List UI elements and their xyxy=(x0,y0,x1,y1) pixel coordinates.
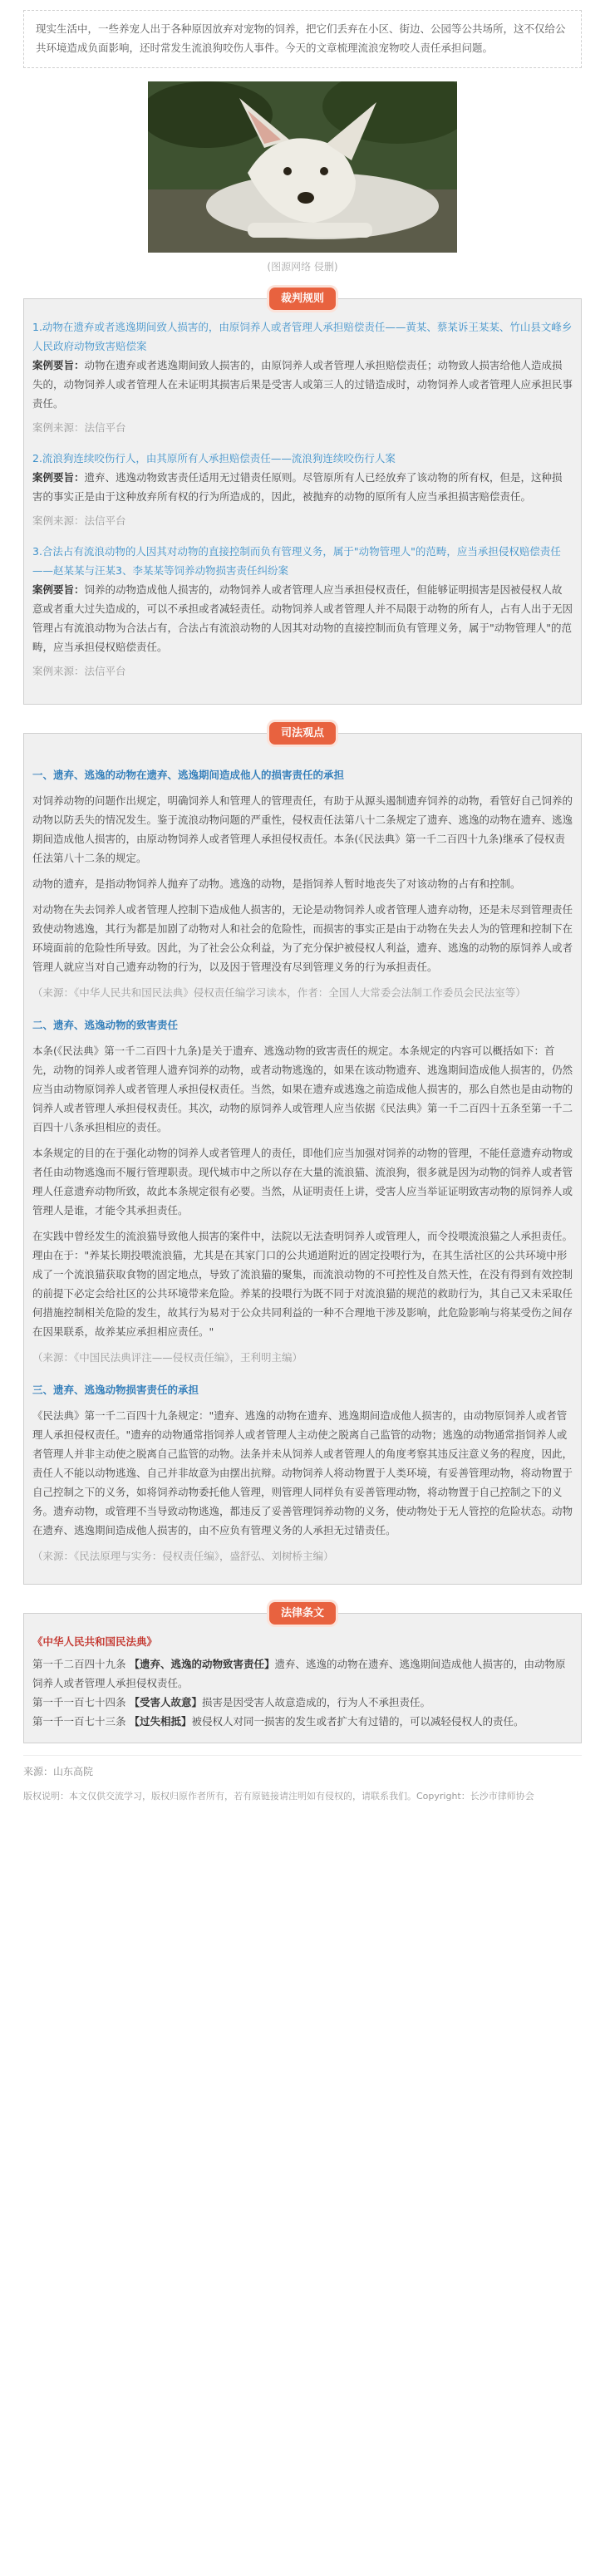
dog-illustration xyxy=(148,81,457,253)
case-label: 案例要旨： xyxy=(32,359,85,371)
law-article-number: 第一千二百四十九条 xyxy=(32,1658,130,1670)
law-article-text: 被侵权人对同一损害的发生或者扩大有过错的，可以减轻侵权人的责任。 xyxy=(191,1715,524,1728)
views-list xyxy=(32,765,573,1566)
section-heading: 一、遗弃、逃逸的动物在遗弃、逃逸期间造成他人的损害责任的承担 xyxy=(32,769,345,781)
cases-panel-title: 裁判规则 xyxy=(269,288,336,310)
case-label: 案例要旨： xyxy=(32,471,85,484)
section-paragraph: 《民法典》第一千二百四十九条规定："遗弃、逃逸的动物在遗弃、逃逸期间造成他人损害的，由动物原饲养人或者管理人承担侵权责任。"遗弃的动物通常指饲养人或者管理人主动使之脱离自己监管的动物；逃逸的动物通常指饲养人或者管理人并非主动使之脱离自己监管的动物。法条并未从饲养人或者管理人的角度考察其违反注意义务的程度，因此，责任人不能以动物逃逸、自己并非故意为由摆出抗辩。动物饲养人将动物置于人类环境，有妥善管理动物，将动物置于自己控制之下的义务，如将饲养动物委托他人管理，则管理人同样负有妥善管理动物，将动物置于自己控制之下的义务。遗弃动物，或管理不当导致动物逃逸，都违反了妥善管理饲养动物的义务，使动物处于无人管控的危险状态。动物在遗弃、逃逸期间造成他人损害的，由不应负有管理义务的人承担无过错责任。 xyxy=(32,1409,573,1536)
section-source: （来源：《民法原理与实务：侵权责任编》，盛舒弘、刘树桥主编） xyxy=(32,1550,334,1562)
section-paragraph: 在实践中曾经发生的流浪猫导致他人损害的案件中，法院以无法查明饲养人或管理人，而令投喂流浪猫之人承担责任。理由在于："养某长期投喂流浪猫，尤其是在其家门口的公共通道附近的固定投喂行为，在其生活社区的公共环境中形成了一个流浪猫获取食物的固定地点，导致了流浪猫的聚集，而流浪动物的不可控性及自然天性，在没有得到有效控制的前提下必定会给社区的公共环境带来危险。养某的投喂行为既不同于对流浪猫的规范的救助行为，其自己又未采取任何措施控制相关危险的发生，故其行为易对于公众共同利益的一种不合理地干涉及影响，此危险影响与将某受伤之间存在因果联系，故养某应承担相应责任。" xyxy=(32,1230,573,1338)
law-article-number: 第一千一百七十三条 xyxy=(32,1715,130,1728)
section-heading: 二、遗弃、逃逸动物的致害责任 xyxy=(32,1019,179,1031)
law-article xyxy=(32,1712,573,1731)
case-item xyxy=(32,449,573,530)
section-paragraph: 动物的遗弃，是指动物饲养人抛弃了动物。逃逸的动物，是指饲养人暂时地丧失了对该动物的占有和控制。 xyxy=(32,878,521,890)
law-article-tag: 【过失相抵】 xyxy=(129,1715,192,1728)
case-body xyxy=(32,468,573,506)
cases-list xyxy=(32,317,573,681)
section-paragraph: 对饲养动物的问题作出规定，明确饲养人和管理人的管理责任，有助于从源头遏制遗弃饲养的动物，看管好自己饲养的动物以防丢失的情况发生。鉴于流浪动物问题的严重性，侵权责任法第八十二条规定了遗弃、逃逸的动物在遗弃、逃逸期间造成他人损害的，由原动物饲养人或者管理人承担侵权责任。本条(《民法典》第一千二百四十九条)继承了侵权责任法第八十二条的规定。 xyxy=(32,794,573,864)
case-source: 案例来源：法信平台 xyxy=(32,421,126,434)
law-article xyxy=(32,1654,573,1693)
photo-caption: (图源网络 侵删) xyxy=(267,261,338,273)
law-article-tag: 【受害人故意】 xyxy=(129,1696,202,1708)
case-title: 2.流浪狗连续咬伤行人，由其原所有人承担赔偿责任——流浪狗连续咬伤行人案 xyxy=(32,452,396,465)
case-text: 饲养的动物造成他人损害的，动物饲养人或者管理人应当承担侵权责任，但能够证明损害是因被侵权人故意或者重大过失造成的，可以不承担或者减轻责任。动物饲养人或者管理人并不局限于动物的所有人，占有人出于无因管理占有流浪动物为合法占有，合法占有流浪动物的人因其对动物的直接控制而负有管理义务，属于"动物管理人"的范畴，应当承担侵权赔偿责任。 xyxy=(32,583,573,653)
case-title: 3.合法占有流浪动物的人因其对动物的直接控制而负有管理义务，属于"动物管理人"的范畴，应当承担侵权赔偿责任——赵某某与汪某3、李某某等饲养动物损害责任纠纷案 xyxy=(32,545,561,577)
law-article-text: 遗弃、逃逸的动物在遗弃、逃逸期间造成他人损害的，由动物原饲养人或者管理人承担侵权责任。 xyxy=(32,1658,566,1689)
intro-box xyxy=(23,10,582,68)
dog-photo xyxy=(148,81,457,253)
law-article xyxy=(32,1693,573,1712)
law-list xyxy=(32,1654,573,1731)
section-paragraph: 本条(《民法典》第一千二百四十九条)是关于遗弃、逃逸动物的致害责任的规定。本条规定的内容可以概括如下：首先，动物的饲养人或者管理人遗弃饲养的动物，或者动物逃逸的，如果在该动物遗弃、逃逸期间造成他人损害的，仍然应当由动物原饲养人或者管理人承担侵权责任。当然，如果在遗弃或逃逸之前造成他人损害的，那么自然也是由动物的饲养人或者管理人承担侵权责任。其次，动物的原饲养人或管理人应当依据《民法典》第一千二百四十五条至第一千二百四十八条承担相应的责任。 xyxy=(32,1045,573,1133)
law-article-tag: 【遗弃、逃逸的动物致害责任】 xyxy=(129,1658,275,1670)
case-label: 案例要旨： xyxy=(32,583,85,596)
section-paragraph: 本条规定的目的在于强化动物的饲养人或者管理人的责任，即他们应当加强对饲养的动物的管理，不能任意遗弃动物或者任由动物逃逸而不履行管理职责。现代城市中之所以存在大量的流浪猫、流浪狗，很多就是因为动物的饲养人或者管理人任意遗弃动物所致，故此本条规定很有必要。当然，从证明责任上讲，受害人应当举证证明致害动物的原饲养人或管理人是谁，才能令其承担责任。 xyxy=(32,1147,573,1217)
case-body xyxy=(32,356,573,413)
views-panel-title: 司法观点 xyxy=(269,722,336,745)
case-source: 案例来源：法信平台 xyxy=(32,514,126,527)
section-paragraph: 对动物在失去饲养人或者管理人控制下造成他人损害的，无论是动物饲养人或者管理人遗弃动物，还是未尽到管理责任致使动物逃逸，其行为都是加剧了动物对人和社会的危险性，而损害的事实正是由于动物在失去人为的管理和控制下在环境面前的危险性所导致。因此，为了社会公众利益，为了充分保护被侵权人利益，遗弃、逃逸的动物的原饲养人或者管理人就应当对自己遗弃动物的行为，以及因于管理没有尽到管理义务的行为承担责任。 xyxy=(32,903,573,973)
case-title: 1.动物在遗弃或者逃逸期间致人损害的，由原饲养人或者管理人承担赔偿责任——黄某、蔡某诉王某某、竹山县文峰乡人民政府动物致害赔偿案 xyxy=(32,321,573,352)
case-item xyxy=(32,542,573,681)
section-source: （来源：《中华人民共和国民法典》侵权责任编学习读本，作者：全国人大常委会法制工作委员会民法室等） xyxy=(32,986,526,999)
section-heading: 三、遗弃、逃逸动物损害责任的承担 xyxy=(32,1384,199,1396)
section-source: （来源：《中国民法典评注——侵权责任编》，王利明主编） xyxy=(32,1351,303,1364)
footer-source: 来源：山东高院 xyxy=(23,1766,94,1777)
footer-copyright: 版权说明：本文仅供交流学习，版权归原作者所有，若有原链接请注明如有侵权的，请联系我们。Copyright：长沙市律师协会 xyxy=(23,1791,534,1802)
cases-panel xyxy=(23,293,582,705)
law-article-text: 损害是因受害人故意造成的，行为人不承担责任。 xyxy=(202,1696,431,1708)
case-source: 案例来源：法信平台 xyxy=(32,665,126,677)
law-article-number: 第一千一百七十四条 xyxy=(32,1696,130,1708)
case-text: 动物在遗弃或者逃逸期间致人损害的，由原饲养人或者管理人承担赔偿责任；动物致人损害给他人造成损失的，动物饲养人或者管理人在未证明其损害后果是受害人或第三人的过错造成时，动物饲养人或者管理人应承担民事责任。 xyxy=(32,359,573,410)
photo-block xyxy=(23,81,582,277)
case-item xyxy=(32,317,573,437)
case-text: 遗弃、逃逸动物致害责任适用无过错责任原则。尽管原所有人已经放弃了该动物的所有权，但是，这种损害的事实正是由于这种放弃所有权的行为所造成的，因此，被抛弃的动物的原所有人应当承担损害赔偿责任。 xyxy=(32,471,563,503)
views-panel xyxy=(23,727,582,1585)
law-panel-title: 法律条文 xyxy=(269,1602,336,1625)
footer xyxy=(23,1755,582,1806)
intro-text: 现实生活中，一些养宠人出于各种原因放弃对宠物的饲养，把它们丢弃在小区、街边、公园等公共场所，这不仅给公共环境造成负面影响，还时常发生流浪狗咬伤人事件。今天的文章梳理流浪宠物咬人责任承担问题。 xyxy=(36,22,566,54)
law-panel xyxy=(23,1607,582,1743)
law-name: 《中华人民共和国民法典》 xyxy=(32,1635,158,1648)
case-body xyxy=(32,580,573,656)
